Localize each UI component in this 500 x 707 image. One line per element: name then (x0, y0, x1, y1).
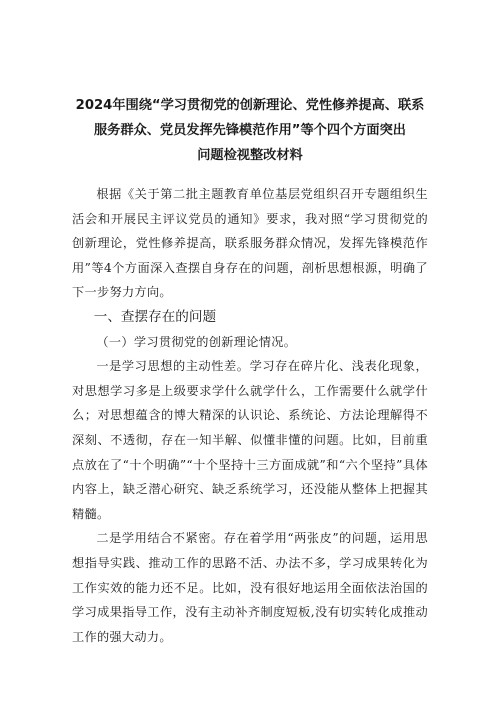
title-line-1: 2024年围绕“学习贯彻党的创新理论、党性修养提高、联系 (75, 98, 425, 113)
title-line-3: 问题检视整改材料 (197, 148, 303, 163)
body-paragraph-2: 二是学用结合不紧密。存在着学用“两张皮”的问题，运用思想指导实践、推动工作的思路不活、办法不多，学习成果转化为工作实效的能力还不足。比如，没有很好地运用全面依法治国的学习成果指导工作，没有主动补齐制度短板,没有切实转化成推动工作的强大动力。 (72, 531, 428, 644)
document-title (60, 93, 440, 168)
body-paragraph-1: 一是学习思想的主动性差。学习存在碎片化、浅表化现象，对思想学习多是上级要求学什么就学什么，工作需要什么就学什么；对思想蕴含的博大精深的认识论、系统论、方法论理解得不深刻、不透彻，存在一知半解、似懂非懂的问题。比如，目前重点放在了“十个明确”“十个坚持十三方面成就”和“六个坚持”具体内容上，缺乏潜心研究、缺乏系统学习，还没能从整体上把握其精髓。 (72, 359, 428, 521)
title-line-2: 服务群众、党员发挥先锋模范作用”等个四个方面突出 (94, 123, 406, 138)
subsection-heading: （一）学习贯彻党的创新理论情况。 (96, 334, 297, 349)
section-heading: 一、查摆存在的问题 (93, 308, 217, 325)
intro-paragraph: 根据《关于第二批主题教育单位基层党组织召开专题组织生活会和开展民主评议党员的通知》要求，我对照“学习贯彻党的创新理论，党性修养提高，联系服务群众情况，发挥先锋模范作用”等4个方面深入查摆自身存在的问题，剖析思想根源，明确了下一步努力方向。 (72, 187, 428, 300)
document-body (72, 182, 428, 649)
